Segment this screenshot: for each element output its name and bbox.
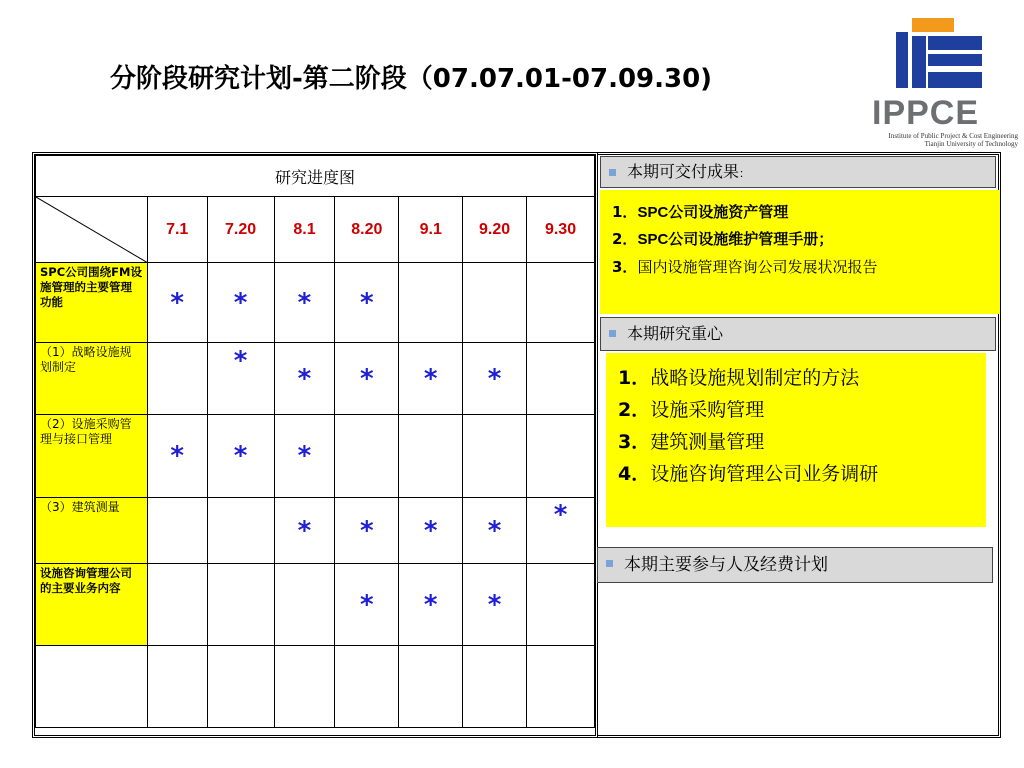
schedule-grid: [35, 155, 595, 728]
schedule-row: [36, 263, 595, 343]
progress-star-mark: *: [170, 441, 184, 471]
schedule-cell: [399, 564, 463, 646]
schedule-cell: [207, 415, 274, 498]
progress-star-mark: *: [297, 363, 312, 394]
schedule-cell: [527, 498, 595, 564]
schedule-cell: [207, 646, 274, 728]
schedule-cell: [36, 646, 148, 728]
schedule-cell: [335, 415, 399, 498]
progress-star-mark: *: [423, 515, 438, 546]
progress-star-mark: *: [233, 441, 248, 471]
schedule-cell: [399, 415, 463, 498]
schedule-row: [36, 564, 595, 646]
progress-star-mark: *: [233, 345, 248, 376]
progress-star-mark: *: [360, 515, 374, 546]
progress-star-mark: *: [297, 441, 312, 471]
deliverables-heading: 本期可交付成果: [627, 162, 740, 181]
focus-item-2: 2．设施采购管理: [618, 399, 765, 421]
participants-heading: 本期主要参与人及经费计划: [624, 555, 828, 575]
deliverables-box: [600, 190, 1000, 314]
schedule-cell: [399, 498, 463, 564]
schedule-cell: [335, 263, 399, 343]
date-header-cell: 7.20: [207, 197, 274, 263]
logo-text: IPPCE: [872, 94, 980, 132]
focus-item-1: 1．战略设施规划制定的方法: [618, 367, 860, 389]
bullet-square-icon: [606, 560, 613, 567]
schedule-cell: [463, 263, 527, 343]
deliverable-item-2: 2．SPC公司设施维护管理手册；: [612, 230, 834, 248]
schedule-cell: [463, 415, 527, 498]
progress-star-mark: *: [487, 515, 502, 546]
schedule-cell: [527, 564, 595, 646]
schedule-cell: [399, 646, 463, 728]
progress-star-mark: *: [487, 363, 502, 394]
progress-star-mark: *: [170, 287, 184, 318]
focus-box: [606, 353, 986, 527]
task-label: （2）设施采购管理与接口管理: [36, 415, 148, 498]
schedule-cell: [274, 343, 335, 415]
schedule-row: [36, 415, 595, 498]
schedule-row: [36, 343, 595, 415]
schedule-cell: [335, 498, 399, 564]
date-header-cell: 8.20: [335, 197, 399, 263]
date-header-cell: 8.1: [274, 197, 335, 263]
task-label: SPC公司围绕FM设施管理的主要管理功能: [36, 263, 148, 343]
progress-star-mark: *: [423, 363, 438, 394]
logo-subtitle-line2: Tianjin University of Technology: [924, 140, 1018, 148]
schedule-cell: [463, 564, 527, 646]
date-header-cell: 9.30: [527, 197, 595, 263]
focus-header: [600, 317, 996, 351]
progress-star-mark: *: [553, 499, 568, 530]
schedule-cell: [274, 646, 335, 728]
schedule-cell: [527, 646, 595, 728]
progress-star-mark: *: [487, 589, 502, 620]
schedule-cell: [527, 343, 595, 415]
schedule-cell: [147, 564, 207, 646]
task-label: （1）战略设施规划制定: [36, 343, 148, 415]
schedule-cell: [399, 263, 463, 343]
schedule-table: [32, 152, 598, 738]
progress-star-mark: *: [423, 589, 438, 620]
schedule-cell: [274, 498, 335, 564]
schedule-cell: [399, 343, 463, 415]
bullet-square-icon: [609, 169, 616, 176]
focus-item-3: 3．建筑测量管理: [618, 431, 765, 453]
schedule-row: [36, 498, 595, 564]
bullet-square-icon: [609, 330, 616, 337]
deliverable-item-1: 1．SPC公司设施资产管理: [612, 203, 789, 221]
schedule-cell: [274, 564, 335, 646]
ippce-logo-mark: [838, 14, 1018, 94]
schedule-cell: [274, 415, 335, 498]
progress-star-mark: *: [297, 515, 312, 546]
schedule-cell: [335, 646, 399, 728]
schedule-cell: [335, 343, 399, 415]
date-header-cell: 9.1: [399, 197, 463, 263]
progress-star-mark: *: [360, 363, 374, 394]
schedule-cell: [335, 564, 399, 646]
participants-header: [597, 547, 993, 583]
schedule-cell: [274, 263, 335, 343]
deliverables-header: [600, 156, 996, 188]
schedule-cell: [207, 263, 274, 343]
schedule-cell: [207, 343, 274, 415]
schedule-cell: [147, 415, 207, 498]
schedule-header: 研究进度图: [36, 156, 595, 197]
schedule-cell: [207, 564, 274, 646]
focus-heading: 本期研究重心: [627, 324, 724, 343]
schedule-cell: [463, 343, 527, 415]
diagonal-line: [36, 197, 148, 263]
deliverable-item-3: 3．国内设施管理咨询公司发展状况报告: [612, 258, 878, 276]
schedule-cell: [147, 263, 207, 343]
progress-star-mark: *: [360, 287, 374, 318]
diagonal-corner-cell: [36, 197, 148, 263]
logo-subtitle: [838, 132, 1018, 148]
schedule-cell: [147, 498, 207, 564]
schedule-cell: [463, 498, 527, 564]
logo-subtitle-line1: Institute of Public Project & Cost Engineering: [888, 132, 1018, 140]
date-header-cell: 7.1: [147, 197, 207, 263]
date-header-cell: 9.20: [463, 197, 527, 263]
schedule-cell: [463, 646, 527, 728]
schedule-cell: [147, 343, 207, 415]
deliverables-heading-suffix: ：: [739, 167, 751, 180]
schedule-cell: [207, 498, 274, 564]
schedule-row-empty: [36, 646, 595, 728]
page-title: 分阶段研究计划-第二阶段（07.07.01-07.09.30): [110, 64, 713, 94]
schedule-cell: [527, 263, 595, 343]
task-label: 设施咨询管理公司的主要业务内容: [36, 564, 148, 646]
focus-item-4: 4．设施咨询管理公司业务调研: [618, 463, 879, 485]
progress-star-mark: *: [297, 287, 312, 318]
progress-star-mark: *: [233, 287, 248, 318]
schedule-cell: [527, 415, 595, 498]
progress-star-mark: *: [360, 589, 374, 620]
task-label: （3）建筑测量: [36, 498, 148, 564]
schedule-cell: [147, 646, 207, 728]
